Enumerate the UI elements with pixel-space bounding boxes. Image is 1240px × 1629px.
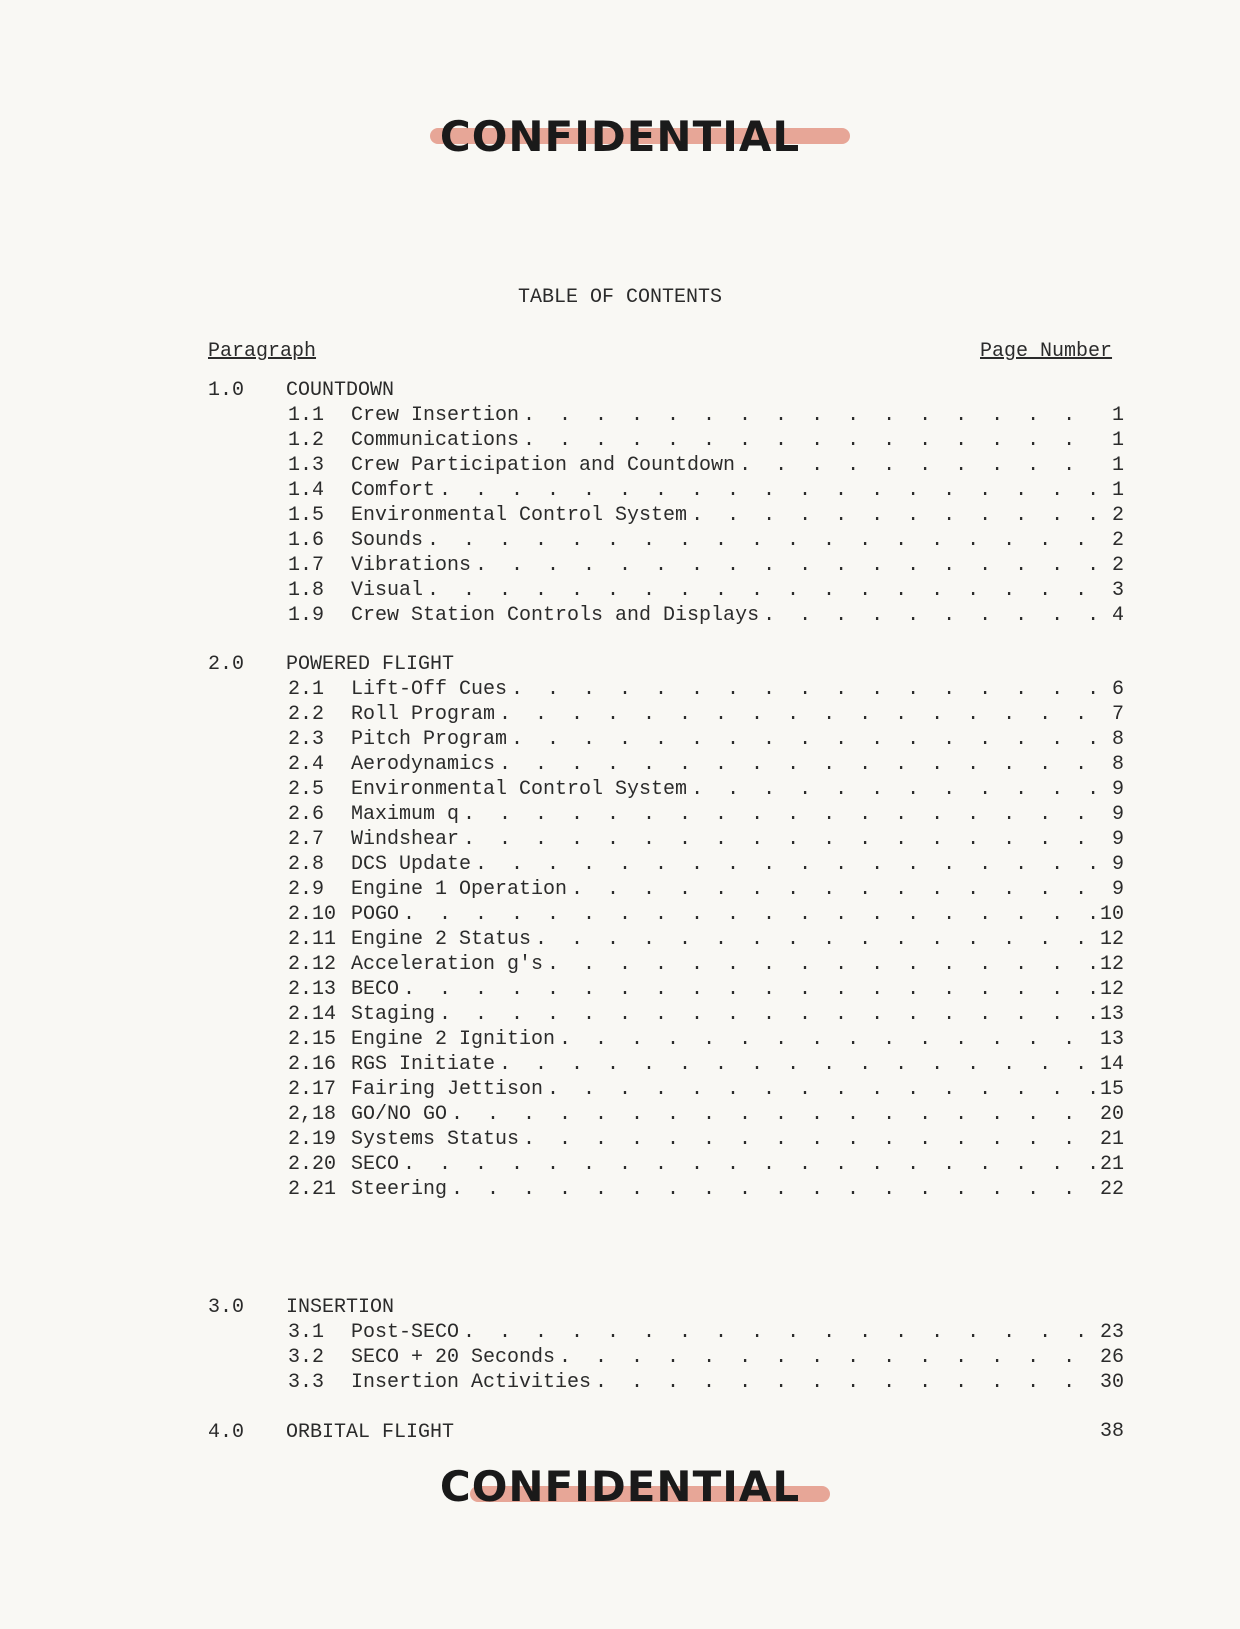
toc-entry xyxy=(288,1002,1124,1028)
toc-entry xyxy=(288,977,1124,1003)
entry-page: 2 xyxy=(1111,529,1124,552)
entry-label: Acceleration g's xyxy=(351,953,544,976)
entry-page: 12 xyxy=(1099,978,1124,1001)
entry-number: 1.4 xyxy=(288,479,325,502)
entry-label: Staging xyxy=(351,1003,436,1026)
section-title: ORBITAL FLIGHT xyxy=(286,1421,455,1444)
dot-leader xyxy=(403,1152,1096,1178)
entry-page: 9 xyxy=(1111,828,1124,851)
entry-label: Comfort xyxy=(351,479,436,502)
entry-page: 8 xyxy=(1111,728,1124,751)
entry-page: 21 xyxy=(1099,1153,1124,1176)
document-title: TABLE OF CONTENTS xyxy=(517,286,723,309)
dot-leader xyxy=(403,902,1096,928)
toc-entry xyxy=(288,1027,1124,1053)
toc-entry xyxy=(288,1102,1124,1128)
entry-label: Insertion Activities xyxy=(351,1371,592,1394)
section-title: COUNTDOWN xyxy=(286,379,395,402)
section-heading xyxy=(208,1420,454,1446)
entry-label: BECO xyxy=(351,978,400,1001)
entry-page: 4 xyxy=(1111,604,1124,627)
toc-entry xyxy=(288,453,1124,479)
dot-leader xyxy=(499,1052,1096,1078)
toc-entry xyxy=(288,777,1124,803)
dot-leader xyxy=(535,927,1096,953)
toc-entry xyxy=(288,403,1124,429)
entry-number: 1.2 xyxy=(288,429,325,452)
entry-label: Maximum q xyxy=(351,803,460,826)
entry-page: 23 xyxy=(1099,1321,1124,1344)
entry-page: 9 xyxy=(1111,803,1124,826)
entry-label: Engine 2 Status xyxy=(351,928,532,951)
entry-page: 9 xyxy=(1111,853,1124,876)
dot-leader xyxy=(691,777,1098,803)
toc-entry xyxy=(288,1152,1124,1178)
entry-number: 2.15 xyxy=(288,1028,337,1051)
entry-label: SECO xyxy=(351,1153,400,1176)
dot-leader xyxy=(559,1345,1096,1371)
toc-entry xyxy=(288,927,1124,953)
entry-page: 1 xyxy=(1111,404,1124,427)
entry-label: Pitch Program xyxy=(351,728,508,751)
entry-label: Lift-Off Cues xyxy=(351,678,508,701)
dot-leader xyxy=(691,503,1098,529)
entry-page: 9 xyxy=(1111,778,1124,801)
toc-entry xyxy=(288,1370,1124,1396)
entry-label: Engine 1 Operation xyxy=(351,878,568,901)
dot-leader xyxy=(475,553,1098,579)
toc-entry xyxy=(288,752,1124,778)
toc-entry xyxy=(288,428,1124,454)
entry-number: 3.2 xyxy=(288,1346,325,1369)
entry-label: Fairing Jettison xyxy=(351,1078,544,1101)
confidential-stamp-top xyxy=(0,112,1240,161)
toc-entry xyxy=(288,603,1124,629)
entry-page: 6 xyxy=(1111,678,1124,701)
entry-page: 13 xyxy=(1099,1003,1124,1026)
entry-page: 15 xyxy=(1099,1078,1124,1101)
entry-number: 2.11 xyxy=(288,928,337,951)
entry-label: Engine 2 Ignition xyxy=(351,1028,556,1051)
entry-page: 20 xyxy=(1099,1103,1124,1126)
toc-entry xyxy=(288,702,1124,728)
column-header-paragraph: Paragraph xyxy=(208,340,317,363)
entry-label: Visual xyxy=(351,579,424,602)
dot-leader xyxy=(511,727,1098,753)
entry-label: GO/NO GO xyxy=(351,1103,448,1126)
dot-leader xyxy=(463,802,1098,828)
entry-number: 2.5 xyxy=(288,778,325,801)
section-number: 4.0 xyxy=(208,1421,245,1444)
entry-page: 3 xyxy=(1111,579,1124,602)
section-heading xyxy=(208,652,454,678)
dot-leader xyxy=(451,1102,1096,1128)
section-number: 2.0 xyxy=(208,653,245,676)
entry-page: 12 xyxy=(1099,928,1124,951)
entry-number: 1.1 xyxy=(288,404,325,427)
entry-number: 2.20 xyxy=(288,1153,337,1176)
toc-entry xyxy=(288,1345,1124,1371)
entry-number: 2.6 xyxy=(288,803,325,826)
entry-number: 2.19 xyxy=(288,1128,337,1151)
toc-entry xyxy=(288,1177,1124,1203)
entry-number: 2.21 xyxy=(288,1178,337,1201)
entry-page: 2 xyxy=(1111,504,1124,527)
toc-entry xyxy=(288,902,1124,928)
toc-entry xyxy=(288,503,1124,529)
entry-page: 26 xyxy=(1099,1346,1124,1369)
dot-leader xyxy=(427,578,1098,604)
dot-leader xyxy=(547,1077,1096,1103)
section-heading xyxy=(208,378,394,404)
entry-number: 3.1 xyxy=(288,1321,325,1344)
entry-number: 1.6 xyxy=(288,529,325,552)
section-page: 38 xyxy=(1099,1420,1124,1443)
dot-leader xyxy=(547,952,1096,978)
dot-leader xyxy=(439,1002,1096,1028)
toc-entry xyxy=(288,1077,1124,1103)
entry-number: 2.9 xyxy=(288,878,325,901)
toc-entry xyxy=(288,952,1124,978)
stamp-text: CONFIDENTIAL xyxy=(439,112,801,161)
entry-label: Vibrations xyxy=(351,554,472,577)
entry-label: DCS Update xyxy=(351,853,472,876)
dot-leader xyxy=(463,1320,1096,1346)
entry-number: 2.2 xyxy=(288,703,325,726)
entry-number: 1.3 xyxy=(288,454,325,477)
entry-label: Steering xyxy=(351,1178,448,1201)
entry-number: 2.16 xyxy=(288,1053,337,1076)
entry-label: Crew Participation and Countdown xyxy=(351,454,736,477)
dot-leader xyxy=(499,752,1098,778)
entry-number: 1.9 xyxy=(288,604,325,627)
entry-label: Crew Insertion xyxy=(351,404,520,427)
toc-entry xyxy=(288,727,1124,753)
dot-leader xyxy=(475,852,1098,878)
dot-leader xyxy=(511,677,1098,703)
entry-number: 2.4 xyxy=(288,753,325,776)
toc-entry xyxy=(288,528,1124,554)
entry-number: 2.12 xyxy=(288,953,337,976)
entry-label: SECO + 20 Seconds xyxy=(351,1346,556,1369)
dot-leader xyxy=(463,827,1098,853)
entry-number: 2.8 xyxy=(288,853,325,876)
entry-page: 2 xyxy=(1111,554,1124,577)
toc-entry xyxy=(288,1320,1124,1346)
entry-label: Roll Program xyxy=(351,703,496,726)
toc-entry xyxy=(288,553,1124,579)
entry-page: 13 xyxy=(1099,1028,1124,1051)
section-number: 3.0 xyxy=(208,1296,245,1319)
entry-number: 2.17 xyxy=(288,1078,337,1101)
dot-leader xyxy=(595,1370,1096,1396)
entry-page: 22 xyxy=(1099,1178,1124,1201)
dot-leader xyxy=(523,403,1098,429)
entry-page: 8 xyxy=(1111,753,1124,776)
entry-number: 2.14 xyxy=(288,1003,337,1026)
section-number: 1.0 xyxy=(208,379,245,402)
entry-label: Environmental Control System xyxy=(351,504,688,527)
dot-leader xyxy=(571,877,1098,903)
dot-leader xyxy=(451,1177,1096,1203)
entry-label: Crew Station Controls and Displays xyxy=(351,604,760,627)
toc-entry xyxy=(288,877,1124,903)
entry-page: 12 xyxy=(1099,953,1124,976)
entry-page: 21 xyxy=(1099,1128,1124,1151)
entry-label: Post-SECO xyxy=(351,1321,460,1344)
toc-entry xyxy=(288,578,1124,604)
entry-label: Windshear xyxy=(351,828,460,851)
entry-page: 1 xyxy=(1111,429,1124,452)
entry-page: 10 xyxy=(1099,903,1124,926)
confidential-stamp-bottom xyxy=(0,1462,1240,1511)
entry-page: 1 xyxy=(1111,479,1124,502)
entry-number: 2.1 xyxy=(288,678,325,701)
entry-label: RGS Initiate xyxy=(351,1053,496,1076)
entry-label: Systems Status xyxy=(351,1128,520,1151)
entry-number: 2.3 xyxy=(288,728,325,751)
dot-leader xyxy=(559,1027,1096,1053)
stamp-text: CONFIDENTIAL xyxy=(439,1462,801,1511)
column-header-page-number: Page Number xyxy=(980,340,1113,363)
toc-entry xyxy=(288,1052,1124,1078)
entry-number: 2,18 xyxy=(288,1103,337,1126)
dot-leader xyxy=(763,603,1098,629)
entry-label: POGO xyxy=(351,903,400,926)
dot-leader xyxy=(739,453,1098,479)
entry-label: Sounds xyxy=(351,529,424,552)
toc-entry xyxy=(288,1127,1124,1153)
dot-leader xyxy=(439,478,1098,504)
entry-number: 2.7 xyxy=(288,828,325,851)
entry-number: 2.10 xyxy=(288,903,337,926)
section-heading xyxy=(208,1295,394,1321)
entry-number: 3.3 xyxy=(288,1371,325,1394)
entry-page: 1 xyxy=(1111,454,1124,477)
dot-leader xyxy=(523,428,1098,454)
entry-page: 9 xyxy=(1111,878,1124,901)
entry-number: 1.7 xyxy=(288,554,325,577)
toc-entry xyxy=(288,827,1124,853)
toc-entry xyxy=(288,852,1124,878)
entry-label: Aerodynamics xyxy=(351,753,496,776)
entry-page: 30 xyxy=(1099,1371,1124,1394)
entry-page: 14 xyxy=(1099,1053,1124,1076)
dot-leader xyxy=(523,1127,1096,1153)
toc-entry xyxy=(288,802,1124,828)
entry-number: 1.8 xyxy=(288,579,325,602)
entry-page: 7 xyxy=(1111,703,1124,726)
entry-label: Communications xyxy=(351,429,520,452)
toc-entry xyxy=(288,478,1124,504)
dot-leader xyxy=(403,977,1096,1003)
toc-entry xyxy=(288,677,1124,703)
entry-label: Environmental Control System xyxy=(351,778,688,801)
dot-leader xyxy=(427,528,1098,554)
entry-number: 2.13 xyxy=(288,978,337,1001)
entry-number: 1.5 xyxy=(288,504,325,527)
section-title: INSERTION xyxy=(286,1296,395,1319)
section-title: POWERED FLIGHT xyxy=(286,653,455,676)
dot-leader xyxy=(499,702,1098,728)
